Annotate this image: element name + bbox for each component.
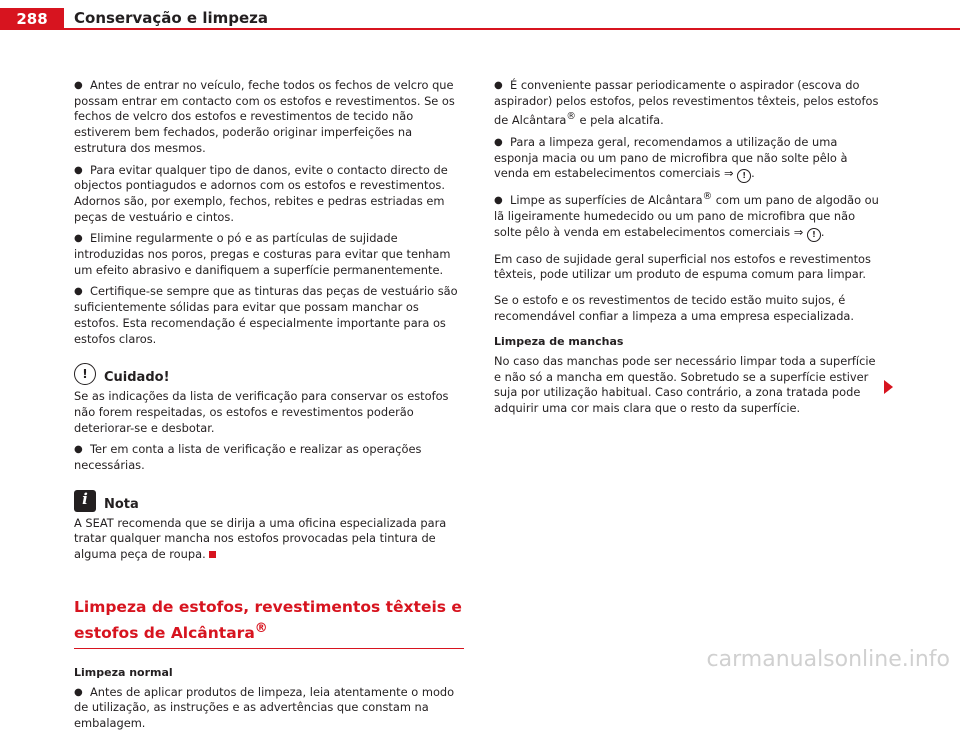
caution-bullet: ● Ter em conta a lista de verificação e realizar as operações necessárias. <box>74 442 422 473</box>
subheading-stain-cleaning: Limpeza de manchas <box>494 335 624 349</box>
bullet-icon: ● <box>74 286 83 298</box>
end-mark-icon <box>209 551 216 558</box>
list-item: ● Para a limpeza geral, recomendamos a utilização de uma esponja macia ou um pano de microfibra que não solte pêlo à venda em estabelecimentos comerciais ⇒ ! . <box>494 135 884 183</box>
note-title: Nota <box>104 496 139 512</box>
bullet-icon: ● <box>74 686 83 698</box>
continue-arrow-icon <box>884 380 893 394</box>
bullet-icon: ● <box>74 444 83 456</box>
info-icon: i <box>74 490 96 512</box>
list-item: ● Para evitar qualquer tipo de danos, evite o contacto directo de objectos pontiagudos e adornos com os estofos e revestimentos. Adornos são, por exemplo, fechos, rebites e pedras estriadas em peças de vestuário e cintos. <box>74 162 448 224</box>
bullet-icon: ● <box>74 233 83 245</box>
list-item: ● Certifique-se sempre que as tinturas das peças de vestuário são suficientemente sólidas para evitar que possam manchar os estofos. Esta recomendação é especialmente importante para os estofos claros. <box>74 284 458 346</box>
caution-text: Se as indicações da lista de verificação para conservar os estofos não forem respeitadas, os estofos e revestimentos poderão deteriorar-se e desbotar. <box>74 389 449 435</box>
list-item: ● Limpe as superfícies de Alcântara® com um pano de algodão ou lã ligeiramente humedecido ou um pano de microfibra que não solte pêlo à venda em estabelecimentos comerciais ⇒ ! . <box>494 189 884 241</box>
paragraph: No caso das manchas pode ser necessário limpar toda a superfície e não só a mancha em questão. Sobretudo se a superfície estiver suja por utilização habitual. Caso contrário, a zona tratada pode adquirir uma cor mais clara que o resto da superfície. <box>494 354 876 416</box>
note-heading <box>74 490 464 512</box>
header-rule <box>64 28 960 30</box>
right-column <box>494 78 884 423</box>
caution-title: Cuidado! <box>104 370 170 386</box>
note-text: A SEAT recomenda que se dirija a uma oficina especializada para tratar qualquer mancha nos estofos provocadas pela tintura de alguma peça de roupa. <box>74 515 447 562</box>
page-number: 288 <box>0 8 64 30</box>
bullet-icon: ● <box>494 136 503 148</box>
subheading-normal-cleaning: Limpeza normal <box>74 666 173 680</box>
list-item: ● Antes de entrar no veículo, feche todos os fechos de velcro que possam entrar em contacto com os estofos e revestimentos. Se os fechos de velcro dos estofos e revestimentos de tecido não estiverem bem fechados, poderão originar imperfeições na estrutura dos mesmos. <box>74 78 455 155</box>
warning-reference-icon[interactable]: ! <box>807 228 821 242</box>
section-heading: Limpeza de estofos, revestimentos têxteis e estofos de Alcântara® <box>74 597 464 649</box>
bullet-icon: ● <box>74 80 83 91</box>
bullet-icon: ● <box>74 164 83 176</box>
left-column <box>74 78 464 738</box>
bullet-icon: ● <box>494 80 503 91</box>
chapter-title: Conservação e limpeza <box>74 9 269 27</box>
bullet-icon: ● <box>494 195 503 207</box>
page-header <box>0 0 960 30</box>
warning-reference-icon[interactable]: ! <box>737 169 751 183</box>
list-item: ● Elimine regularmente o pó e as partículas de sujidade introduzidas nos poros, pregas e costuras para evitar que tenham um efeito abrasivo e danifiquem a superfície permanentemente. <box>74 231 451 277</box>
watermark: carmanualsonline.info <box>706 647 950 672</box>
list-item: ● É conveniente passar periodicamente o aspirador (escova do aspirador) pelos estofos, pelos revestimentos têxteis, pelos estofos de Alcântara® e pela alcatifa. <box>494 78 879 128</box>
caution-heading <box>74 363 464 385</box>
paragraph: Se o estofo e os revestimentos de tecido estão muito sujos, é recomendável confiar a limpeza a uma empresa especializada. <box>494 292 855 323</box>
paragraph: Em caso de sujidade geral superficial nos estofos e revestimentos têxteis, pode utilizar um produto de espuma comum para limpar. <box>494 251 871 282</box>
warning-icon: ! <box>74 363 96 385</box>
list-item: ● Antes de aplicar produtos de limpeza, leia atentamente o modo de utilização, as instruções e as advertências que constam na embalagem. <box>74 684 455 731</box>
